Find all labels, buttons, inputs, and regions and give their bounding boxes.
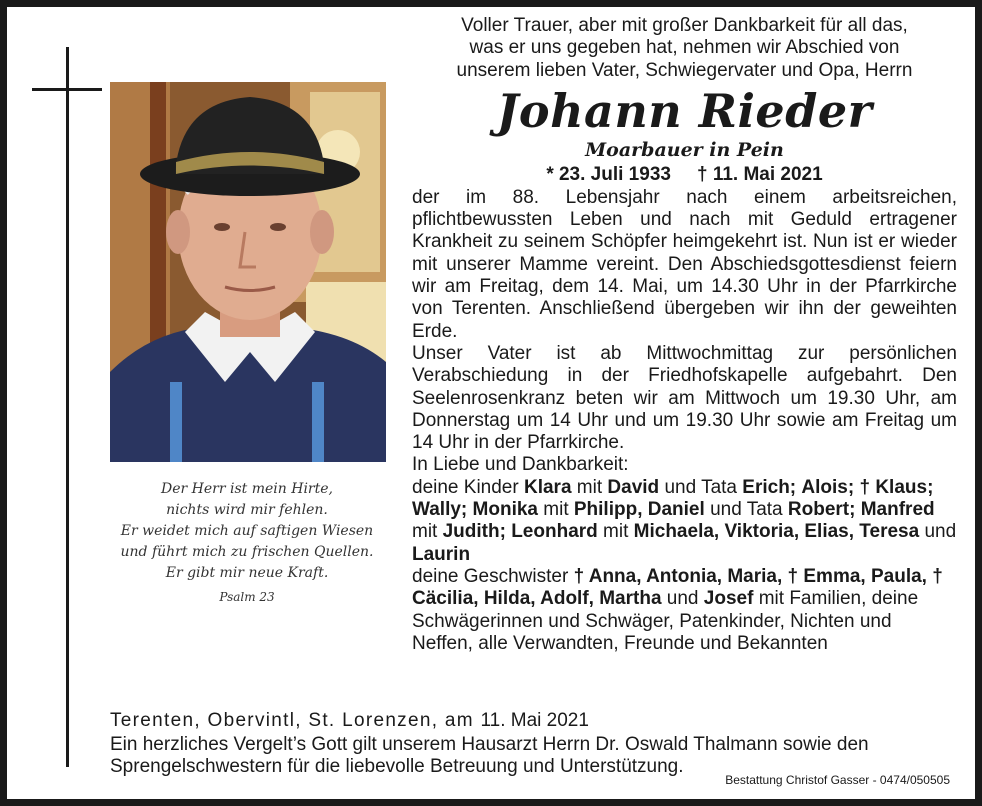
place-list: Terenten, Obervintl, St. Lorenzen, am bbox=[110, 710, 474, 731]
cross-horizontal-bar bbox=[32, 88, 102, 91]
psalm-line: Er weidet mich auf saftigen Wiesen bbox=[120, 523, 374, 539]
intro-line: Voller Trauer, aber mit großer Dankbarkeit für all das, bbox=[461, 15, 908, 36]
psalm-quote bbox=[107, 479, 387, 608]
death-date: † 11. Mai 2021 bbox=[696, 163, 823, 185]
mourner-text: Familien, deine Schwägerinnen und Schwäger, Patenkinder, Nichten und Neffen, alle Verwandten, Freunde und Bekannten bbox=[412, 588, 919, 654]
mourner-name: Erich; bbox=[742, 476, 797, 498]
mourner-name: Philipp, Daniel bbox=[573, 499, 705, 521]
deceased-nickname: Moarbauer in Pein bbox=[585, 138, 784, 161]
psalm-line: nichts wird mir fehlen. bbox=[166, 502, 328, 518]
mourner-name: Michaela, Viktoria, Elias, Teresa bbox=[633, 521, 920, 543]
place-and-date bbox=[110, 710, 589, 732]
main-paragraph: der im 88. Lebensjahr nach einem arbeitsreichen, pflichtbewussten Leben und nach mit Geduld ertragener Krankheit zu seinem Schöpfer heimgekehrt ist. Nun ist er wieder mit unserer Mamme vereint. Den Abschiedsgottesdienst feiern wir am Freitag, dem 14. Mai, um 14.30 Uhr in der Pfarrkirche von Terenten. Anschließend übergeben wir ihn der geweihten Erde. bbox=[412, 186, 957, 342]
psalm-reference: Psalm 23 bbox=[219, 590, 275, 604]
mourner-name: Alois; bbox=[801, 476, 855, 498]
intro-line: was er uns gegeben hat, nehmen wir Abschied von bbox=[469, 37, 900, 59]
cross-vertical-bar bbox=[66, 47, 69, 767]
mourners-opening: In Liebe und Dankbarkeit: bbox=[412, 454, 629, 476]
deceased-name: Johann Rieder bbox=[496, 83, 873, 138]
mourner-name: Judith; Leonhard bbox=[442, 521, 598, 543]
mourner-name: Josef bbox=[703, 588, 754, 610]
mourner-name: David bbox=[607, 476, 660, 498]
mourner-text: mit bbox=[576, 476, 603, 498]
mourner-text: mit bbox=[758, 588, 785, 610]
viewing-paragraph: Unser Vater ist ab Mittwochmittag zur persönlichen Verabschiedung in der Friedhofskapelle aufgebahrt. Den Seelenrosenkranz beten wir am Mittwoch um 19.30 Uhr, am Donnerstag um 14 Uhr und um 19.30 Uhr sowie am Freitag um 14 Uhr in der Pfarrkirche. bbox=[412, 342, 957, 454]
portrait-photo bbox=[110, 82, 386, 462]
mourner-text: deine Geschwister bbox=[412, 565, 569, 587]
mourner-name: † Anna, Antonia, Maria, † Emma, bbox=[573, 565, 866, 587]
intro-line: unserem lieben Vater, Schwiegervater und Opa, Herrn bbox=[456, 59, 913, 81]
notice-date: 11. Mai 2021 bbox=[480, 710, 589, 731]
mourner-text: und bbox=[666, 588, 699, 610]
mourner-text: mit bbox=[412, 521, 438, 543]
mourner-text: deine Kinder bbox=[412, 476, 519, 498]
mourners-list bbox=[412, 477, 957, 655]
life-dates bbox=[412, 162, 957, 187]
mourner-name: Robert; Manfred bbox=[787, 499, 935, 521]
psalm-line: Der Herr ist mein Hirte, bbox=[161, 481, 333, 497]
mourner-name: Paula, † Cäcilia, Hilda, Adolf, Martha bbox=[412, 565, 943, 610]
mourner-text: und Tata bbox=[664, 476, 737, 498]
psalm-line: Er gibt mir neue Kraft. bbox=[165, 565, 329, 581]
undertaker-contact: Bestattung Christof Gasser - 0474/050505 bbox=[725, 773, 950, 787]
mourner-text: und bbox=[924, 521, 957, 543]
mourner-name: Laurin bbox=[412, 543, 471, 565]
mourner-name: Klara bbox=[523, 476, 572, 498]
mourner-text: mit bbox=[603, 521, 629, 543]
birth-date: * 23. Juli 1933 bbox=[546, 163, 671, 185]
mourner-text: und Tata bbox=[710, 499, 783, 521]
thanks-paragraph: Ein herzliches Vergelt’s Gott gilt unserem Hausarzt Herrn Dr. Oswald Thalmann sowie den Sprengelschwestern für die liebevolle Betreuung und Unterstützung. bbox=[110, 734, 869, 777]
mourner-name: † Klaus; Wally; Monika bbox=[412, 476, 934, 521]
mourner-text: mit bbox=[543, 499, 569, 521]
psalm-line: und führt mich zu frischen Quellen. bbox=[120, 544, 374, 560]
obituary-text-column bbox=[412, 15, 957, 655]
portrait-image bbox=[110, 82, 386, 462]
